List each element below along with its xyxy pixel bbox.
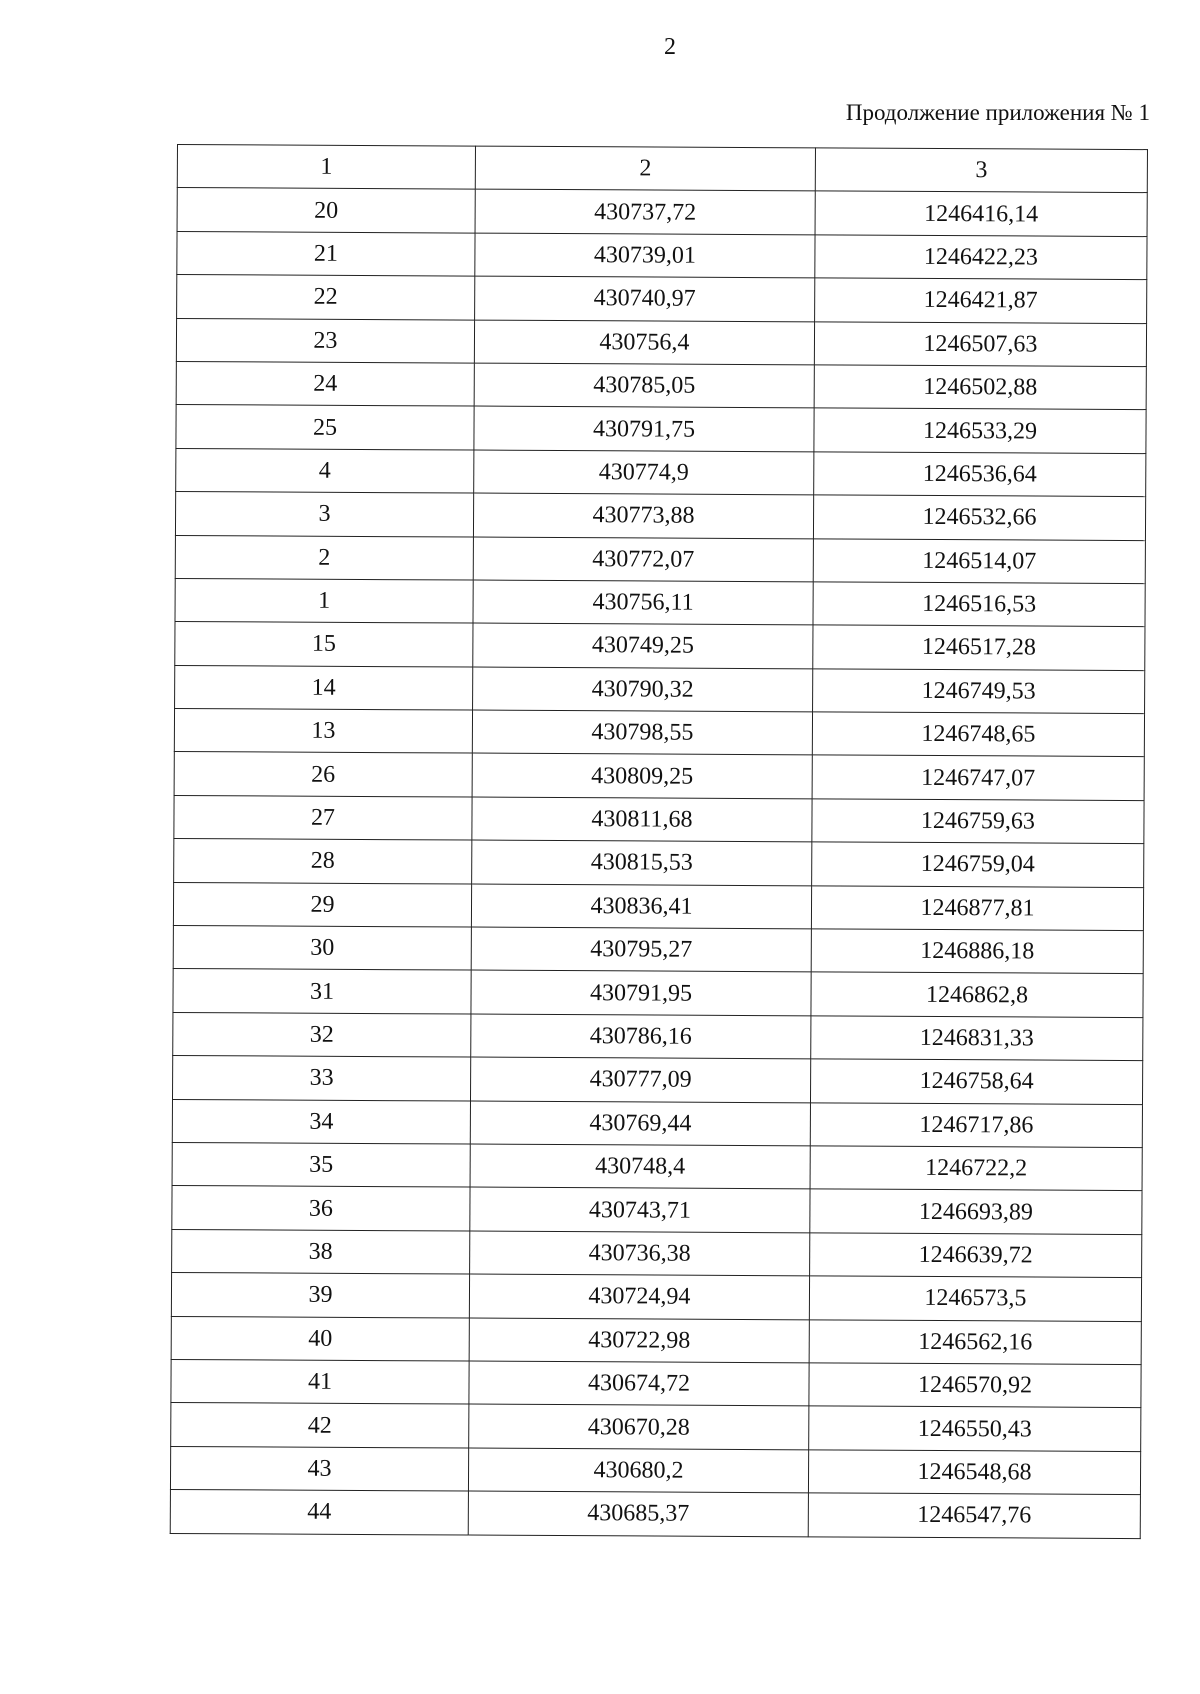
table-header	[177, 145, 1147, 193]
coordinate-x-cell: 430756,4	[474, 320, 814, 365]
coordinate-x-cell: 430774,9	[474, 450, 814, 495]
point-number-cell: 24	[176, 361, 474, 406]
table-row	[173, 1012, 1143, 1060]
table-row	[176, 318, 1146, 366]
point-number-cell: 39	[171, 1273, 469, 1318]
table-row	[172, 1099, 1142, 1147]
table-row	[176, 405, 1146, 453]
coordinate-y-cell: 1246573,5	[809, 1276, 1141, 1321]
coordinate-x-cell: 430791,95	[471, 970, 811, 1015]
point-number-cell: 15	[175, 622, 473, 667]
point-number-cell: 14	[175, 665, 473, 710]
coordinate-y-cell: 1246532,66	[813, 495, 1145, 540]
coordinate-x-cell: 430777,09	[470, 1057, 810, 1102]
table-row	[176, 361, 1146, 409]
point-number-cell: 32	[173, 1012, 471, 1057]
table-row	[177, 188, 1147, 236]
coordinate-x-cell: 430791,75	[474, 406, 814, 451]
table-row	[170, 1490, 1140, 1538]
coordinate-y-cell: 1246507,63	[814, 321, 1146, 366]
coordinate-y-cell: 1246758,64	[810, 1059, 1142, 1104]
table-row	[171, 1316, 1141, 1364]
coordinate-x-cell: 430736,38	[470, 1231, 810, 1276]
coordinate-y-cell: 1246547,76	[808, 1493, 1140, 1538]
point-number-cell: 20	[177, 188, 475, 233]
table-row	[171, 1273, 1141, 1321]
coordinates-table	[170, 144, 1148, 1539]
coordinate-x-cell: 430739,01	[475, 233, 815, 278]
coordinate-y-cell: 1246748,65	[812, 712, 1144, 757]
coordinate-y-cell: 1246717,86	[810, 1102, 1142, 1147]
point-number-cell: 38	[172, 1229, 470, 1274]
coordinate-x-cell: 430815,53	[472, 840, 812, 885]
point-number-cell: 29	[173, 882, 471, 927]
coordinate-y-cell: 1246747,07	[812, 755, 1144, 800]
coordinate-x-cell: 430737,72	[475, 189, 815, 234]
page-number: 2	[664, 34, 676, 60]
point-number-cell: 44	[170, 1490, 468, 1535]
point-number-cell: 42	[171, 1403, 469, 1448]
coordinate-y-cell: 1246877,81	[811, 885, 1143, 930]
coordinate-y-cell: 1246502,88	[814, 365, 1146, 410]
point-number-cell: 21	[177, 231, 475, 276]
coordinate-x-cell: 430670,28	[469, 1404, 809, 1449]
point-number-cell: 35	[172, 1142, 470, 1187]
coordinate-x-cell: 430740,97	[475, 276, 815, 321]
point-number-cell: 43	[170, 1446, 468, 1491]
coordinate-x-cell: 430724,94	[469, 1274, 809, 1319]
table-row	[174, 795, 1144, 843]
point-number-cell: 4	[176, 448, 474, 493]
column-header: 1	[177, 145, 475, 190]
point-number-cell: 41	[171, 1359, 469, 1404]
point-number-cell: 30	[173, 926, 471, 971]
point-number-cell: 27	[174, 795, 472, 840]
table-row	[175, 492, 1145, 540]
coordinate-x-cell: 430795,27	[471, 927, 811, 972]
coordinate-x-cell: 430811,68	[472, 797, 812, 842]
coordinate-y-cell: 1246562,16	[809, 1319, 1141, 1364]
coordinate-x-cell: 430685,37	[468, 1491, 808, 1536]
coordinate-y-cell: 1246517,28	[813, 625, 1145, 670]
coordinate-y-cell: 1246886,18	[811, 929, 1143, 974]
point-number-cell: 1	[175, 578, 473, 623]
continuation-label: Продолжение приложения № 1	[845, 100, 1150, 125]
point-number-cell: 28	[174, 839, 472, 884]
point-number-cell: 22	[177, 275, 475, 320]
coordinate-y-cell: 1246550,43	[809, 1406, 1141, 1451]
table-row	[172, 1056, 1142, 1104]
table-row	[175, 535, 1145, 583]
coordinate-y-cell: 1246759,04	[812, 842, 1144, 887]
coordinate-x-cell: 430773,88	[473, 493, 813, 538]
coordinate-y-cell: 1246516,53	[813, 582, 1145, 627]
coordinate-x-cell: 430785,05	[474, 363, 814, 408]
point-number-cell: 26	[174, 752, 472, 797]
table-row	[172, 1186, 1142, 1234]
coordinate-y-cell: 1246422,23	[815, 235, 1147, 280]
coordinate-y-cell: 1246421,87	[815, 278, 1147, 323]
coordinate-x-cell: 430722,98	[469, 1318, 809, 1363]
coordinate-x-cell: 430836,41	[471, 884, 811, 929]
coordinate-x-cell: 430674,72	[469, 1361, 809, 1406]
coordinates-table-container	[170, 144, 1147, 1539]
table-row	[174, 709, 1144, 757]
table-row	[173, 882, 1143, 930]
point-number-cell: 2	[175, 535, 473, 580]
coordinate-x-cell: 430790,32	[473, 667, 813, 712]
coordinate-y-cell: 1246570,92	[809, 1363, 1141, 1408]
table-row	[171, 1403, 1141, 1451]
table-row	[175, 622, 1145, 670]
coordinate-y-cell: 1246749,53	[813, 669, 1145, 714]
coordinate-y-cell: 1246831,33	[811, 1016, 1143, 1061]
coordinate-y-cell: 1246722,2	[810, 1146, 1142, 1191]
coordinate-x-cell: 430809,25	[472, 754, 812, 799]
coordinate-x-cell: 430786,16	[471, 1014, 811, 1059]
coordinate-y-cell: 1246693,89	[810, 1189, 1142, 1234]
table-row	[171, 1359, 1141, 1407]
coordinate-y-cell: 1246416,14	[815, 191, 1147, 236]
point-number-cell: 34	[172, 1099, 470, 1144]
coordinate-y-cell: 1246639,72	[810, 1233, 1142, 1278]
coordinate-x-cell: 430680,2	[468, 1448, 808, 1493]
coordinate-y-cell: 1246536,64	[814, 452, 1146, 497]
table-row	[174, 839, 1144, 887]
coordinate-x-cell: 430749,25	[473, 623, 813, 668]
coordinate-y-cell: 1246548,68	[808, 1450, 1140, 1495]
table-row	[174, 752, 1144, 800]
coordinate-y-cell: 1246759,63	[812, 799, 1144, 844]
table-row	[172, 1142, 1142, 1190]
point-number-cell: 31	[173, 969, 471, 1014]
point-number-cell: 3	[175, 492, 473, 537]
header-row	[177, 145, 1147, 193]
coordinate-x-cell: 430743,71	[470, 1187, 810, 1232]
table-row	[173, 926, 1143, 974]
table-row	[173, 969, 1143, 1017]
point-number-cell: 33	[172, 1056, 470, 1101]
coordinate-x-cell: 430772,07	[473, 537, 813, 582]
table-row	[177, 231, 1147, 279]
table-row	[176, 448, 1146, 496]
table-row	[170, 1446, 1140, 1494]
column-header: 2	[475, 146, 815, 191]
point-number-cell: 23	[176, 318, 474, 363]
coordinate-y-cell: 1246862,8	[811, 972, 1143, 1017]
table-row	[172, 1229, 1142, 1277]
coordinate-x-cell: 430756,11	[473, 580, 813, 625]
point-number-cell: 36	[172, 1186, 470, 1231]
coordinate-x-cell: 430769,44	[470, 1101, 810, 1146]
coordinate-x-cell: 430748,4	[470, 1144, 810, 1189]
column-header: 3	[815, 148, 1147, 193]
coordinate-y-cell: 1246514,07	[813, 538, 1145, 583]
coordinate-y-cell: 1246533,29	[814, 408, 1146, 453]
table-row	[175, 665, 1145, 713]
table-row	[175, 578, 1145, 626]
point-number-cell: 13	[174, 709, 472, 754]
coordinate-x-cell: 430798,55	[472, 710, 812, 755]
point-number-cell: 25	[176, 405, 474, 450]
table-row	[177, 275, 1147, 323]
table-body	[170, 188, 1147, 1538]
point-number-cell: 40	[171, 1316, 469, 1361]
